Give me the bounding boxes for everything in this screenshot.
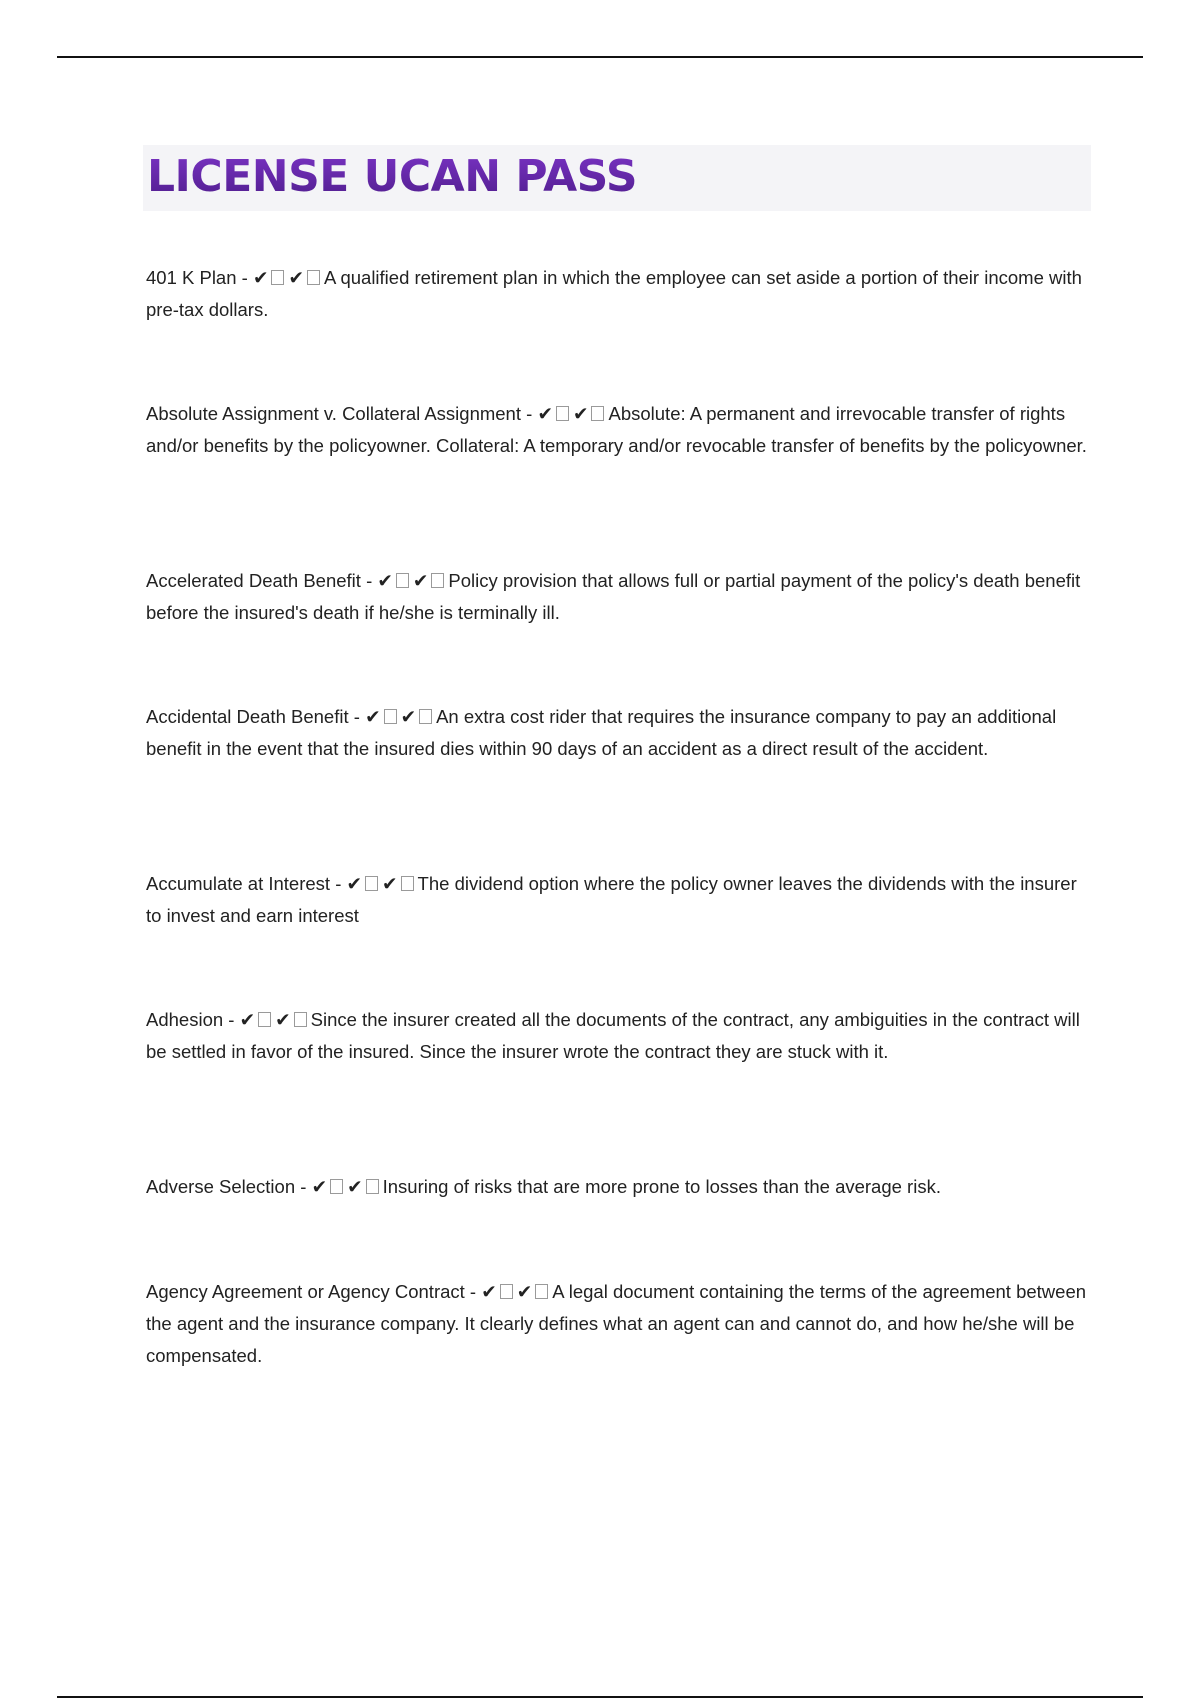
entry-term: Accumulate at Interest [146,873,331,894]
entry-separator: - [223,1009,240,1030]
entry-definition: Since the insurer created all the documents of the contract, any ambiguities in the contract will be settled in favor of the insured. Since the insurer wrote the contract they are stuck with it. [146,1009,1080,1062]
entry-separator: - [521,403,538,424]
box-icon [419,709,432,724]
entry-term: Absolute Assignment v. Collateral Assignment [146,403,521,424]
page-title: LICENSE UCAN PASS [147,151,638,202]
glossary-entry [146,1004,1096,1068]
check-icon: ✔ [311,1176,328,1197]
box-icon [365,876,378,891]
bottom-rule [57,1696,1143,1698]
box-icon [591,406,604,421]
entry-definition: Policy provision that allows full or partial payment of the policy's death benefit before the insured's death if he/she is terminally ill. [146,570,1081,623]
glossary-entry [146,565,1096,629]
box-icon [258,1012,271,1027]
entry-separator: - [295,1176,312,1197]
check-icon: ✔ [239,1009,256,1030]
check-icon: ✔ [347,1176,363,1197]
check-icon: ✔ [412,570,429,591]
box-icon [294,1012,307,1027]
box-icon [396,573,409,588]
glossary-entry [146,868,1096,932]
glossary-entry [146,1276,1096,1372]
entry-term: Adhesion [146,1009,224,1030]
check-icon: ✔ [346,873,363,894]
entry-definition: Insuring of risks that are more prone to losses than the average risk. [382,1176,941,1197]
check-icon: ✔ [275,1009,291,1030]
entry-separator: - [464,1281,482,1302]
check-icon: ✔ [382,873,398,894]
glossary-entry [146,262,1096,326]
top-rule [57,56,1143,58]
check-icon: ✔ [516,1281,533,1302]
box-icon [384,709,397,724]
box-icon [271,270,284,285]
glossary-entry [146,1171,1096,1203]
entry-definition: An extra cost rider that requires the insurance company to pay an additional benefit in the event that the insured dies within 90 days of an accident as a direct result of the accident. [146,706,1057,759]
check-icon: ✔ [537,403,553,424]
box-icon [431,573,444,588]
entry-separator: - [348,706,366,727]
check-icon: ✔ [572,403,589,424]
entry-definition: Absolute: A permanent and irrevocable transfer of rights and/or benefits by the policyowner. Collateral: A temporary and/or revocable transfer of benefits by the policyowner. [146,403,1087,456]
box-icon [307,270,320,285]
check-icon: ✔ [481,1281,497,1302]
box-icon [330,1179,343,1194]
glossary-entry [146,701,1096,765]
entry-definition: A qualified retirement plan in which the employee can set aside a portion of their income with pre-tax dollars. [146,267,1082,320]
box-icon [556,406,569,421]
entry-term: Accelerated Death Benefit [146,570,361,591]
check-icon: ✔ [400,706,417,727]
check-icon: ✔ [288,267,304,288]
entry-definition: A legal document containing the terms of the agreement between the agent and the insurance company. It clearly defines what an agent can and cannot do, and how he/she will be compensated. [146,1281,1087,1366]
check-icon: ✔ [252,267,269,288]
box-icon [401,876,414,891]
entry-term: Adverse Selection [146,1176,296,1197]
glossary-entry [146,398,1096,462]
entry-separator: - [330,873,347,894]
box-icon [366,1179,379,1194]
entry-separator: - [360,570,378,591]
entry-separator: - [236,267,253,288]
entry-term: 401 K Plan [146,267,237,288]
box-icon [500,1284,513,1299]
header-banner [143,145,1091,211]
check-icon: ✔ [365,706,381,727]
entry-definition: The dividend option where the policy owner leaves the dividends with the insurer to invest and earn interest [146,873,1077,926]
check-icon: ✔ [377,570,393,591]
entry-term: Agency Agreement or Agency Contract [146,1281,465,1302]
box-icon [535,1284,548,1299]
entry-term: Accidental Death Benefit [146,706,349,727]
